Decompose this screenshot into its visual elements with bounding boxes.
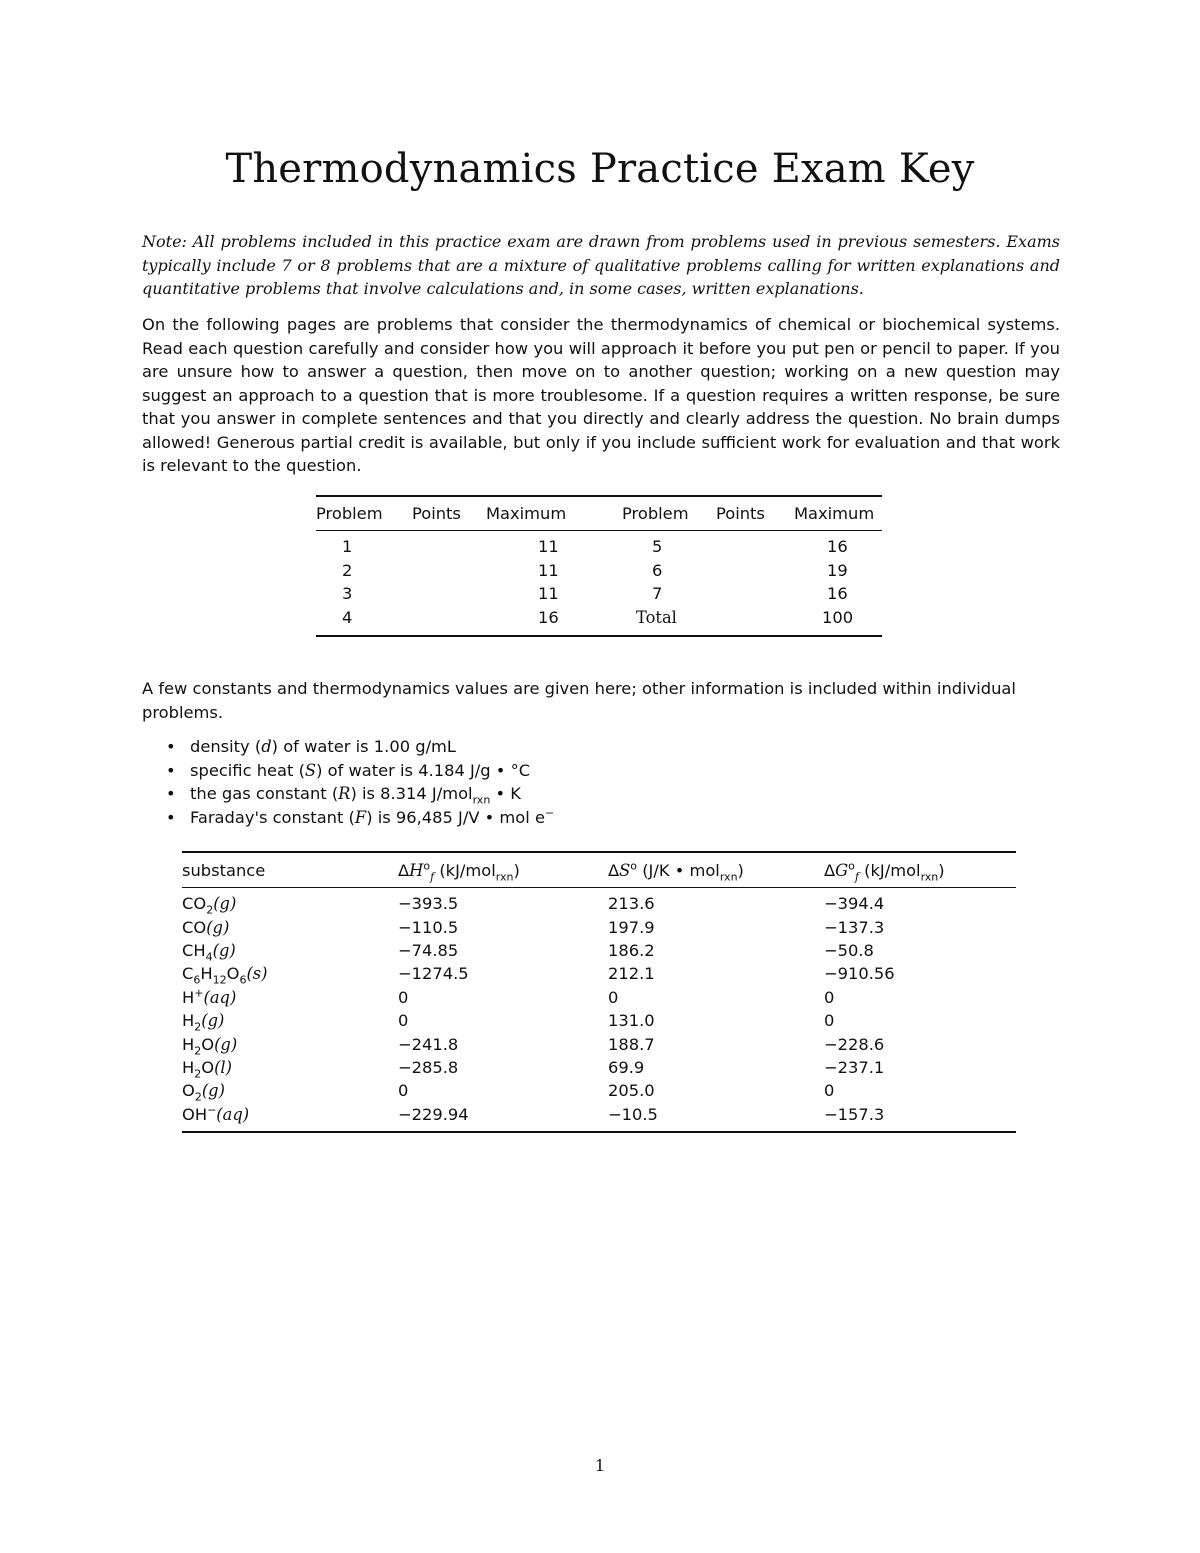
entropy-value: 213.6 [608, 894, 655, 914]
table-row [182, 939, 1016, 962]
substance-formula: OH−(aq) [182, 1103, 250, 1124]
score-header-row [316, 496, 882, 531]
score-cell: 100 [822, 607, 854, 627]
substance-formula: $H_2O(g)$ [182, 1034, 238, 1057]
free-energy-value: −394.4 [824, 894, 885, 914]
enthalpy-value: −110.5 [398, 917, 459, 937]
entropy-value: 131.0 [608, 1011, 655, 1031]
score-cell: 11 [538, 584, 559, 604]
score-cell [412, 582, 486, 606]
score-cell [412, 559, 486, 583]
score-row [316, 606, 882, 637]
thermo-header-free-energy: $\Delta G^o_f$ (kJ/mol$_{rxn}$) [824, 852, 1016, 888]
score-cell: 11 [538, 560, 559, 580]
page-number: 1 [594, 1456, 606, 1475]
enthalpy-value: −285.8 [398, 1057, 459, 1077]
table-row [182, 1009, 1016, 1032]
score-table [316, 495, 882, 637]
substance-formula: $H_2O(l)$ [182, 1057, 232, 1081]
entropy-value: 188.7 [608, 1034, 655, 1054]
score-cell: 4 [342, 607, 353, 627]
free-energy-value: −237.1 [824, 1057, 885, 1077]
score-total-label: Total [636, 607, 677, 627]
list-item: • Faraday's constant (F) is 96,485 J/V • mol e− [162, 806, 554, 830]
enthalpy-value: 0 [398, 1081, 409, 1101]
free-energy-value: 0 [824, 1011, 835, 1031]
entropy-value: 0 [608, 987, 619, 1007]
thermo-header-substance: substance [182, 852, 398, 888]
thermo-header-row [182, 852, 1016, 888]
substance-formula: H+(aq) [182, 986, 237, 1007]
score-cell: 11 [538, 537, 559, 557]
bullet-icon: • [166, 760, 176, 780]
exam-note: Note: All problems included in this practice exam are drawn from problems used in previous semesters. Exams typically include 7 or 8 problems that are a mixture of qualitative problems calling for written explanations and quantitative problems that involve calculations and, in some cases, written explanations. [142, 232, 1060, 298]
table-row [182, 1079, 1016, 1102]
score-header-points: Points [412, 496, 486, 531]
intro-paragraph: On the following pages are problems that consider the thermodynamics of chemical or biochemical systems. Read each question carefully and consider how you will approach it before you put pen or pencil to paper. If you are unsure how to answer a question, then move on to another question; working on a new question may suggest an approach to a question that is more troublesome. If a question requires a written response, be sure that you answer in complete sentences and that you directly and clearly address the question. No brain dumps allowed! Generous partial credit is available, but only if you include sufficient work for evaluation and that work is relevant to the question. [142, 315, 1060, 475]
constants-list [162, 735, 554, 829]
entropy-value: 186.2 [608, 940, 655, 960]
list-item: • density (d) of water is 1.00 g/mL [162, 735, 554, 759]
score-cell [412, 606, 486, 637]
substance-formula: CO(g) [182, 917, 230, 937]
list-item: • the gas constant (R) is 8.314 J/mol$_{rxn}$ • K [166, 784, 521, 807]
enthalpy-value: −229.94 [398, 1104, 469, 1124]
score-cell: 1 [342, 537, 353, 557]
score-header-maximum: Maximum [794, 496, 882, 531]
substance-formula: $CH_4(g)$ [182, 940, 236, 964]
score-cell [716, 606, 794, 637]
score-row [316, 559, 882, 583]
free-energy-value: −50.8 [824, 940, 874, 960]
entropy-value: 69.9 [608, 1057, 645, 1077]
score-cell: 16 [827, 584, 848, 604]
score-cell: 19 [827, 560, 848, 580]
score-header-points: Points [716, 496, 794, 531]
score-cell: 16 [538, 607, 559, 627]
entropy-value: −10.5 [608, 1104, 658, 1124]
thermo-data-table [182, 851, 1016, 1133]
bullet-icon: • [166, 737, 176, 756]
score-cell: 3 [342, 584, 353, 604]
free-energy-value: −910.56 [824, 964, 895, 984]
substance-formula: $H_2(g)$ [182, 1011, 225, 1034]
score-row [316, 531, 882, 559]
free-energy-value: −228.6 [824, 1034, 885, 1054]
table-row [182, 1103, 1016, 1132]
substance-formula: $CO_2(g)$ [182, 894, 237, 917]
score-cell: 16 [827, 537, 848, 557]
bullet-icon: • [166, 807, 176, 827]
table-row [182, 915, 1016, 938]
enthalpy-value: −1274.5 [398, 964, 469, 984]
thermo-header-entropy: $\Delta S^o$ (J/K • mol$_{rxn}$) [608, 852, 824, 888]
bullet-icon: • [166, 784, 176, 803]
score-header-problem: Problem [622, 496, 716, 531]
table-row [182, 1032, 1016, 1055]
enthalpy-value: 0 [398, 987, 409, 1007]
table-row [182, 888, 1016, 916]
free-energy-value: 0 [824, 987, 835, 1007]
table-row [182, 962, 1016, 985]
score-row [316, 582, 882, 606]
table-row [182, 1056, 1016, 1079]
score-header-problem: Problem [316, 496, 412, 531]
score-cell [716, 559, 794, 583]
table-row [182, 986, 1016, 1009]
free-energy-value: −137.3 [824, 917, 885, 937]
thermo-header-enthalpy: $\Delta H^o_f$ (kJ/mol$_{rxn}$) [398, 852, 608, 888]
enthalpy-value: −241.8 [398, 1034, 459, 1054]
entropy-value: 197.9 [608, 917, 655, 937]
free-energy-value: −157.3 [824, 1104, 885, 1124]
entropy-value: 212.1 [608, 964, 655, 984]
enthalpy-value: −74.85 [398, 940, 459, 960]
score-cell: 6 [652, 560, 663, 580]
score-cell: 7 [652, 584, 663, 604]
constants-intro: A few constants and thermodynamics values are given here; other information is included within individual problems. [142, 679, 1016, 722]
page-title: Thermodynamics Practice Exam Key [225, 146, 975, 192]
entropy-value: 205.0 [608, 1081, 655, 1101]
enthalpy-value: 0 [398, 1011, 409, 1031]
score-cell [716, 582, 794, 606]
score-cell: 5 [652, 537, 663, 557]
substance-formula: $C_6H_{12}O_6(s)$ [182, 964, 268, 987]
free-energy-value: 0 [824, 1081, 835, 1101]
score-cell: 2 [342, 560, 353, 580]
list-item: • specific heat (S) of water is 4.184 J/g • °C [162, 759, 554, 783]
score-header-maximum: Maximum [486, 496, 622, 531]
score-cell [412, 531, 486, 559]
enthalpy-value: −393.5 [398, 894, 459, 914]
score-cell [716, 531, 794, 559]
substance-formula: $O_2(g)$ [182, 1081, 225, 1104]
